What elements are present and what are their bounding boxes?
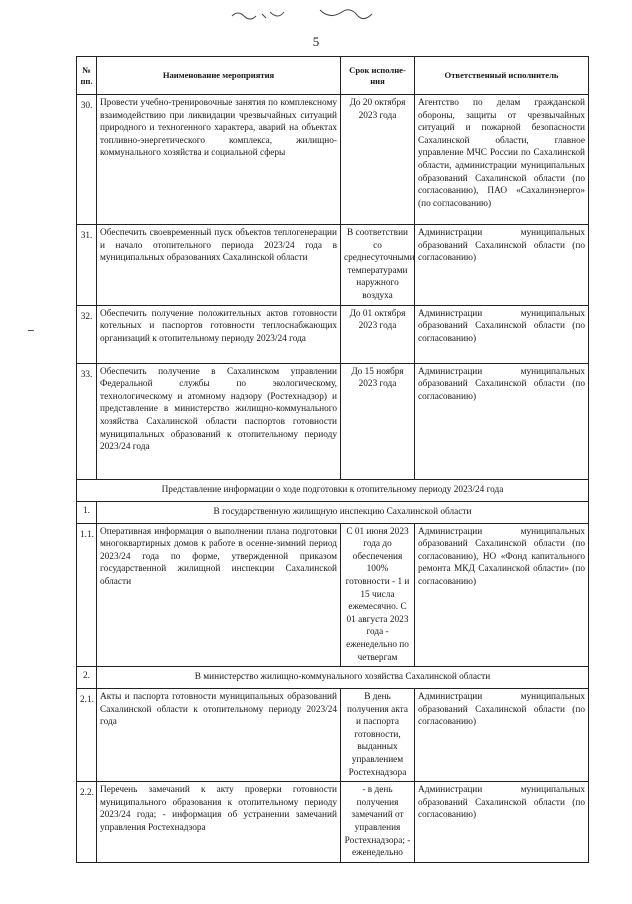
- row-name: Оперативная информация о выполнении плана подготовки многоквартирных домов к работе в осенне-зимний период 2023/24 года по форме, утвержденной приказом государственной жилищной инспекции Сахалинской области: [97, 523, 341, 667]
- row-num: 2.1.: [77, 689, 97, 782]
- header-resp: Ответственный исполнитель: [415, 57, 589, 95]
- row-name: Провести учебно-тренировочные занятия по комплексному взаимодействию при ликвидации чрезвычайных ситуаций природного и техногенного характера, аварий на объектах топливно-энергетического комплекса, жилищно-коммунального хозяйства и социальной сферы: [97, 95, 341, 225]
- row-resp: Администрации муниципальных образований Сахалинской области (по согласованию): [415, 225, 589, 306]
- row-name: Акты и паспорта готовности муниципальных образований Сахалинской области к отопительному периоду 2023/24 года: [97, 689, 341, 782]
- row-resp: Администрации муниципальных образований Сахалинской области (по согласованию): [415, 305, 589, 363]
- row-name: Обеспечить своевременный пуск объектов теплогенерации и начало отопительного периода 2023/24 года в муниципальных образованиях Сахалинской области: [97, 225, 341, 306]
- row-num: 32.: [77, 305, 97, 363]
- row-resp: Администрации муниципальных образований Сахалинской области (по согласованию), НО «Фонд капитального ремонта МКД Сахалинской области» (по согласованию): [415, 523, 589, 667]
- row-name: Обеспечить получение положительных актов готовности котельных и паспортов готовности теплоснабжающих организаций к отопительному периоду 2023/24 года: [97, 305, 341, 363]
- section-title-row: [77, 479, 589, 501]
- header-term: Срок исполне-ния: [341, 57, 415, 95]
- header-name: Наименование мероприятия: [97, 57, 341, 95]
- row-num: 1.1.: [77, 523, 97, 667]
- row-term: В день получения акта и паспорта готовности, выданных управлением Ростехнадзора: [341, 689, 415, 782]
- row-num: 33.: [77, 363, 97, 479]
- subsection-num: 1.: [77, 501, 97, 523]
- subsection-row: [77, 667, 589, 689]
- row-name: Перечень замечаний к акту проверки готовности муниципального образования к отопительному периоду 2023/24 года; - информация об устранении замечаний управления Ростехнадзора: [97, 782, 341, 863]
- table-header-row: [77, 57, 589, 95]
- row-name: Обеспечить получение в Сахалинском управлении Федеральной службы по экологическому, технологическому и атомному надзору (Ростехнадзор) и представление в министерство жилищно-коммунального хозяйства Сахалинской области паспортов готовности муниципальных образований к отопительному периоду 2023/24 года: [97, 363, 341, 479]
- activities-table: [76, 56, 589, 863]
- page-number: 5: [312, 34, 320, 49]
- table-row: [77, 95, 589, 225]
- row-term: До 01 октября 2023 года: [341, 305, 415, 363]
- row-resp: Администрации муниципальных образований Сахалинской области (по согласованию): [415, 782, 589, 863]
- row-term: - в день получения замечаний от управления Ростехнадзора; - еженедельно: [341, 782, 415, 863]
- row-resp: Администрации муниципальных образований Сахалинской области (по согласованию): [415, 363, 589, 479]
- table-row: [77, 523, 589, 667]
- header-num: № пп.: [77, 57, 97, 95]
- section-title: Представление информации о ходе подготовки к отопительному периоду 2023/24 года: [77, 479, 589, 501]
- table-row: [77, 782, 589, 863]
- scan-margin-mark: [28, 330, 34, 331]
- scan-artifact-marks: [230, 6, 400, 22]
- row-term: До 20 октября 2023 года: [341, 95, 415, 225]
- row-num: 31.: [77, 225, 97, 306]
- row-term: С 01 июня 2023 года до обеспечения 100% готовности - 1 и 15 числа ежемесячно. С 01 августа 2023 года - еженедельно по четвергам: [341, 523, 415, 667]
- row-term: До 15 ноября 2023 года: [341, 363, 415, 479]
- subsection-title: В министерство жилищно-коммунального хозяйства Сахалинской области: [97, 667, 589, 689]
- table-row: [77, 363, 589, 479]
- subsection-title: В государственную жилищную инспекцию Сахалинской области: [97, 501, 589, 523]
- row-num: 2.2.: [77, 782, 97, 863]
- table-row: [77, 689, 589, 782]
- row-num: 30.: [77, 95, 97, 225]
- subsection-row: [77, 501, 589, 523]
- row-term: В соответствии со среднесуточными температурами наружного воздуха: [341, 225, 415, 306]
- row-resp: Администрации муниципальных образований Сахалинской области (по согласованию): [415, 689, 589, 782]
- table-row: [77, 305, 589, 363]
- subsection-num: 2.: [77, 667, 97, 689]
- table-row: [77, 225, 589, 306]
- row-resp: Агентство по делам гражданской обороны, защиты от чрезвычайных ситуаций и пожарной безопасности Сахалинской области, главное управление МЧС России по Сахалинской области, администрации муниципальных образований Сахалинской области (по согласованию), ПАО «Сахалинэнерго» (по согласованию): [415, 95, 589, 225]
